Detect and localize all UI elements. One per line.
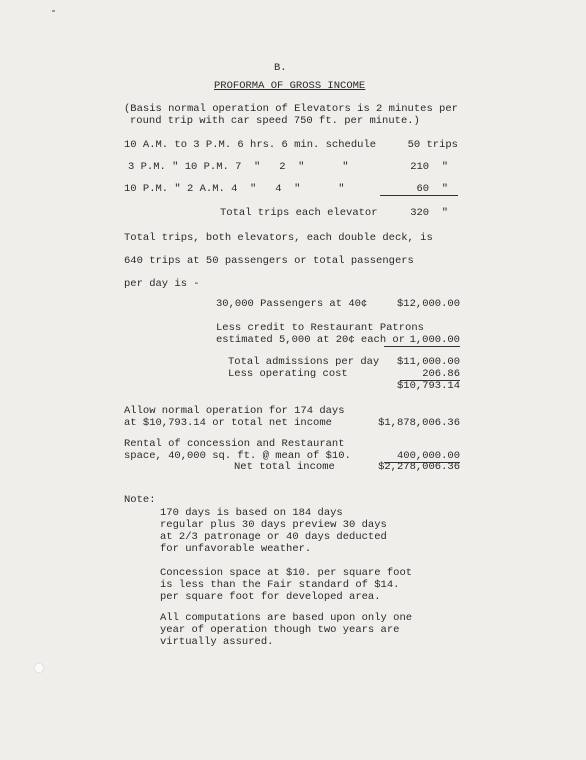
operating-cost-value: 206.86 <box>422 368 460 380</box>
paragraph-line-1: Total trips, both elevators, each double deck, is <box>124 232 433 244</box>
rental-line-2: space, 40,000 sq. ft. @ mean of $10. <box>124 450 351 462</box>
note-1-line: at 2/3 patronage or 40 days deducted <box>160 531 387 543</box>
net-total-label: Net total income <box>234 461 335 473</box>
basis-line-1: (Basis normal operation of Elevators is 2 minutes per <box>124 103 458 115</box>
rental-line-1: Rental of concession and Restaurant <box>124 438 345 450</box>
allow-line-1: Allow normal operation for 174 days <box>124 405 345 417</box>
document-title: PROFORMA OF GROSS INCOME <box>214 80 366 92</box>
section-letter: B. <box>274 62 287 74</box>
note-1-line: for unfavorable weather. <box>160 543 312 555</box>
note-3-line: All computations are based upon only one <box>160 612 413 624</box>
note-heading: Note: <box>124 494 156 506</box>
allow-line-2: at $10,793.14 or total net income <box>124 417 332 429</box>
paragraph-line-3: per day is - <box>124 278 200 290</box>
subtotal-rule <box>380 195 458 196</box>
schedule-row-value: 210 " <box>410 161 448 173</box>
credit-rule <box>384 346 460 347</box>
basis-line-2: round trip with car speed 750 ft. per minute.) <box>130 115 420 127</box>
schedule-row-label: 10 A.M. to 3 P.M. 6 hrs. 6 min. schedule <box>124 139 377 151</box>
note-1-line: 170 days is based on 184 days <box>160 507 343 519</box>
operating-cost-label: Less operating cost <box>228 368 348 380</box>
schedule-row-label: 3 P.M. " 10 P.M. 7 " 2 " " <box>128 161 349 173</box>
net-total-value: $2,278,006.36 <box>378 461 460 473</box>
passengers-label: 30,000 Passengers at 40¢ <box>216 298 368 310</box>
admissions-value: $11,000.00 <box>396 356 460 368</box>
schedule-row-value: 50 trips <box>407 139 458 151</box>
credit-line-1: Less credit to Restaurant Patrons <box>216 322 424 334</box>
admissions-label: Total admissions per day <box>228 356 380 368</box>
paper-speck <box>52 10 55 12</box>
punch-hole <box>34 663 44 673</box>
note-3-line: virtually assured. <box>160 636 274 648</box>
credit-value: 1,000.00 <box>409 334 460 346</box>
schedule-row-value: 60 " <box>416 183 448 195</box>
note-3-line: year of operation though two years are <box>160 624 400 636</box>
net-daily-value: $10,793.14 <box>396 380 460 392</box>
note-2-line: Concession space at $10. per square foot <box>160 567 413 579</box>
note-1-line: regular plus 30 days preview 30 days <box>160 519 387 531</box>
total-trips-value: 320 " <box>410 207 448 219</box>
total-trips-label: Total trips each elevator <box>220 207 378 219</box>
passengers-value: $12,000.00 <box>396 298 460 310</box>
note-2-line: per square foot for developed area. <box>160 591 381 603</box>
paragraph-line-2: 640 trips at 50 passengers or total passengers <box>124 255 414 267</box>
schedule-row-label: 10 P.M. " 2 A.M. 4 " 4 " " <box>124 183 345 195</box>
credit-line-2: estimated 5,000 at 20¢ each or <box>216 334 406 346</box>
note-2-line: is less than the Fair standard of $14. <box>160 579 400 591</box>
rental-value: 400,000.00 <box>396 450 460 462</box>
allow-value: $1,878,006.36 <box>378 417 460 429</box>
